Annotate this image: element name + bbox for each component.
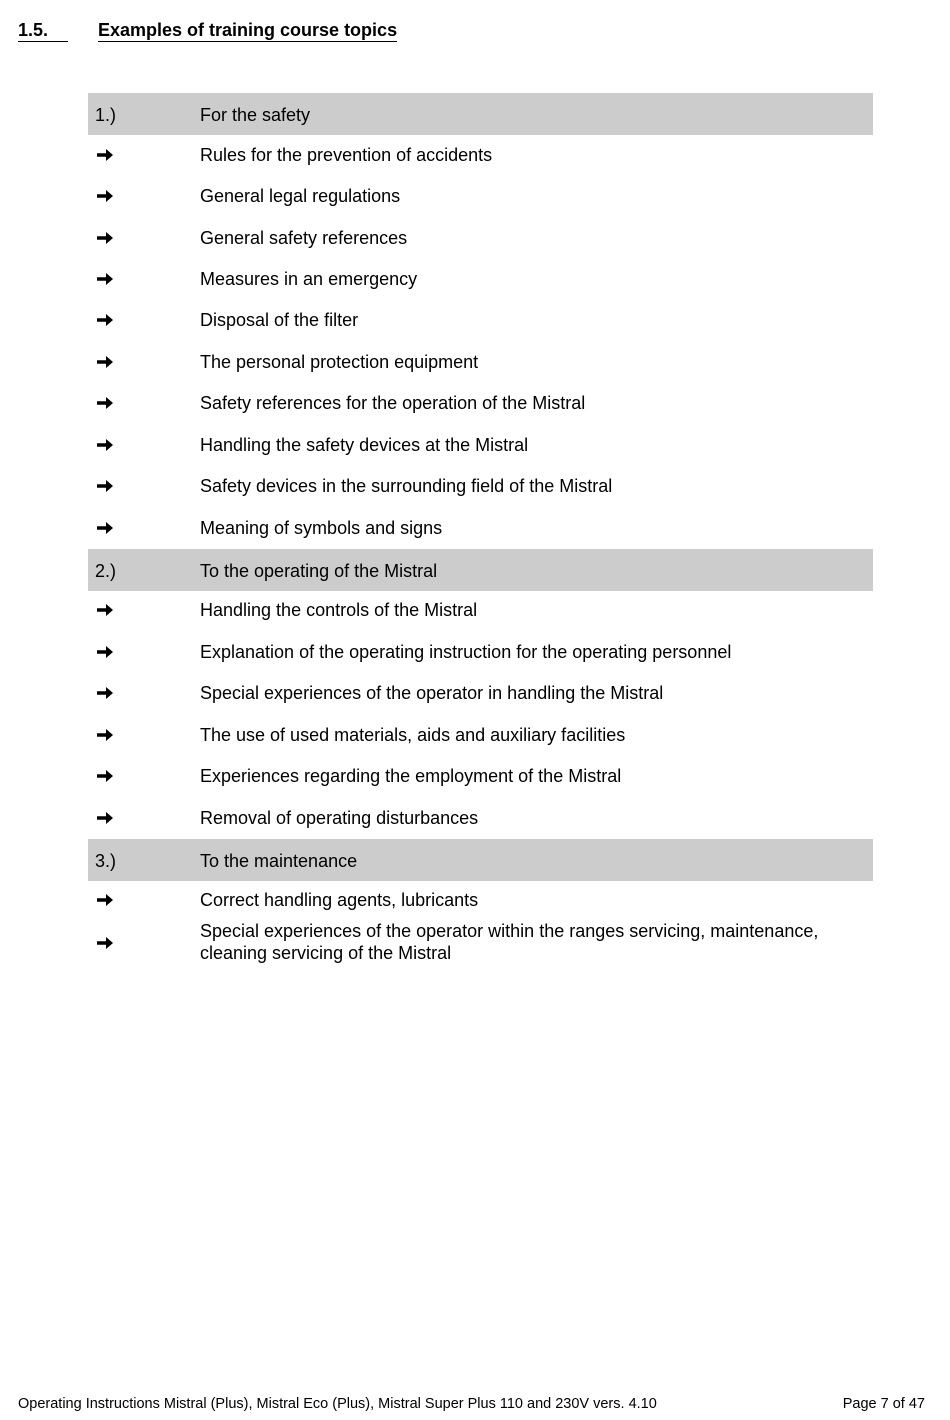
footer-page-number: Page 7 of 47 (842, 1396, 925, 1412)
group-number: 1.) (95, 105, 117, 125)
arrow-right-icon (97, 936, 113, 950)
group-header-safety (88, 93, 873, 135)
group-header-maintenance (88, 839, 873, 881)
list-item-text: The use of used materials, aids and auxiliary facilities (200, 725, 626, 745)
arrow-right-icon (97, 479, 113, 493)
arrow-right-icon (97, 686, 113, 700)
group-title: To the maintenance (200, 851, 358, 871)
arrow-right-icon (97, 811, 113, 825)
list-item-text: Handling the controls of the Mistral (200, 600, 478, 620)
list-item-text: Measures in an emergency (200, 269, 418, 289)
arrow-right-icon (97, 148, 113, 162)
list-item-text: Meaning of symbols and signs (200, 518, 443, 538)
list-item-text: Experiences regarding the employment of the Mistral (200, 766, 622, 786)
list-item-text: Rules for the prevention of accidents (200, 145, 493, 165)
group-number: 2.) (95, 561, 117, 581)
footer-document-title: Operating Instructions Mistral (Plus), Mistral Eco (Plus), Mistral Super Plus 110 and 230V vers. 4.10 (18, 1396, 657, 1412)
arrow-right-icon (97, 355, 113, 369)
arrow-right-icon (97, 438, 113, 452)
list-item-text: Disposal of the filter (200, 310, 359, 330)
list-item-text: General safety references (200, 228, 408, 248)
list-item-text: Safety references for the operation of the Mistral (200, 393, 586, 413)
section-title: Examples of training course topics (98, 20, 398, 40)
group-title: To the operating of the Mistral (200, 561, 438, 581)
arrow-right-icon (97, 603, 113, 617)
list-item-text: Handling the safety devices at the Mistral (200, 435, 529, 455)
section-number: 1.5. (18, 20, 68, 42)
list-item-text: General legal regulations (200, 186, 401, 206)
arrow-right-icon (97, 313, 113, 327)
list-item-text: Explanation of the operating instruction for the operating personnel (200, 642, 732, 662)
group-number: 3.) (95, 851, 117, 871)
list-item-text: Special experiences of the operator within the ranges servicing, maintenance, cleaning servicing of the Mistral (200, 921, 819, 963)
list-item-text: Removal of operating disturbances (200, 808, 479, 828)
arrow-right-icon (97, 189, 113, 203)
arrow-right-icon (97, 769, 113, 783)
list-item-text: Safety devices in the surrounding field of the Mistral (200, 476, 613, 496)
arrow-right-icon (97, 645, 113, 659)
arrow-right-icon (97, 893, 113, 907)
arrow-right-icon (97, 272, 113, 286)
group-header-operating (88, 549, 873, 591)
list-item-text: Special experiences of the operator in handling the Mistral (200, 683, 664, 703)
arrow-right-icon (97, 396, 113, 410)
list-item-text: The personal protection equipment (200, 352, 479, 372)
group-title: For the safety (200, 105, 311, 125)
arrow-right-icon (97, 728, 113, 742)
list-item-text: Correct handling agents, lubricants (200, 890, 479, 910)
arrow-right-icon (97, 231, 113, 245)
arrow-right-icon (97, 521, 113, 535)
